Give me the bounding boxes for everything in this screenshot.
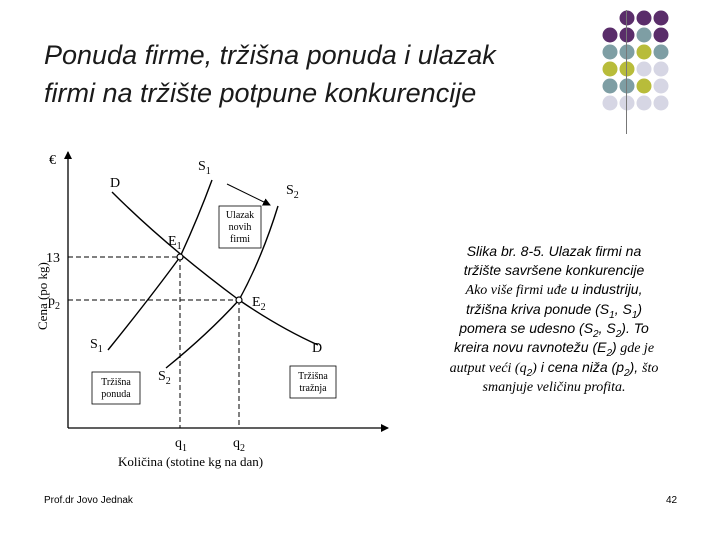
y-axis-label: Cena (po kg) — [35, 262, 50, 330]
tick-p2: $p_2$ — [48, 294, 60, 312]
box-entry-line-2: novih — [228, 222, 252, 233]
caption-line-5: pomera se udesno ($S_2$, $S_2$). To — [459, 320, 649, 340]
arrow-entry — [227, 184, 270, 205]
label-s2-bottom: $S_2$ — [158, 369, 171, 387]
title-line-2: firmi na tržište potpune konkurencije — [44, 78, 477, 108]
x-axis-label: Količina (stotine kg na dan) — [118, 454, 264, 469]
demand-curve — [112, 192, 318, 345]
equilibrium-e2 — [236, 297, 242, 303]
equilibrium-e1 — [177, 254, 183, 260]
label-d-top: D — [110, 176, 121, 191]
caption-line-4: tržišna kriva ponude ($S_1$, $S_1$) — [465, 301, 643, 321]
box-supply-line-2: ponuda — [101, 389, 131, 400]
box-entry-line-3: firmi — [230, 234, 250, 245]
title-line-1: Ponuda firme, tržišna ponuda i ulazak — [44, 40, 496, 70]
label-s1-top: $S_1$ — [198, 159, 211, 177]
box-demand-line-2: tražnja — [299, 383, 327, 394]
footer-author: Prof.dr Jovo Jednak — [44, 495, 133, 506]
label-s1-bottom: $S_1$ — [90, 337, 103, 355]
supply-curve-s1 — [108, 180, 212, 350]
caption-line-7: autput veći $(q_2)$ i cena niža $(p_2)$, što — [449, 359, 659, 379]
y-axis-symbol: € — [49, 153, 56, 168]
figure-caption — [418, 242, 690, 397]
caption-line-2: tržište savršene konkurencije — [463, 262, 645, 278]
caption-line-1: Slika br. 8-5. Ulazak firmi na — [466, 243, 642, 259]
box-demand-line-1: Tržišna — [298, 371, 328, 382]
caption-line-6: kreira novu ravnotežu $(E_2)$ gde je — [453, 339, 655, 359]
caption-line-8: smanjuje veličinu profita. — [482, 380, 626, 395]
tick-q2: $q_2$ — [233, 436, 245, 454]
tick-q1: $q_1$ — [175, 436, 187, 454]
caption-line-3: Ako više firmi uđe u industriju, — [465, 281, 643, 298]
tick-13: 13 — [46, 251, 60, 266]
box-entry-line-1: Ulazak — [225, 210, 255, 221]
label-e1: $E_1$ — [168, 234, 182, 252]
page-number: 42 — [666, 495, 678, 506]
box-supply-line-1: Tržišna — [101, 377, 131, 388]
label-s2-top: $S_2$ — [286, 183, 299, 201]
label-d-bottom: D — [312, 341, 323, 356]
label-e2: $E_2$ — [252, 295, 266, 313]
